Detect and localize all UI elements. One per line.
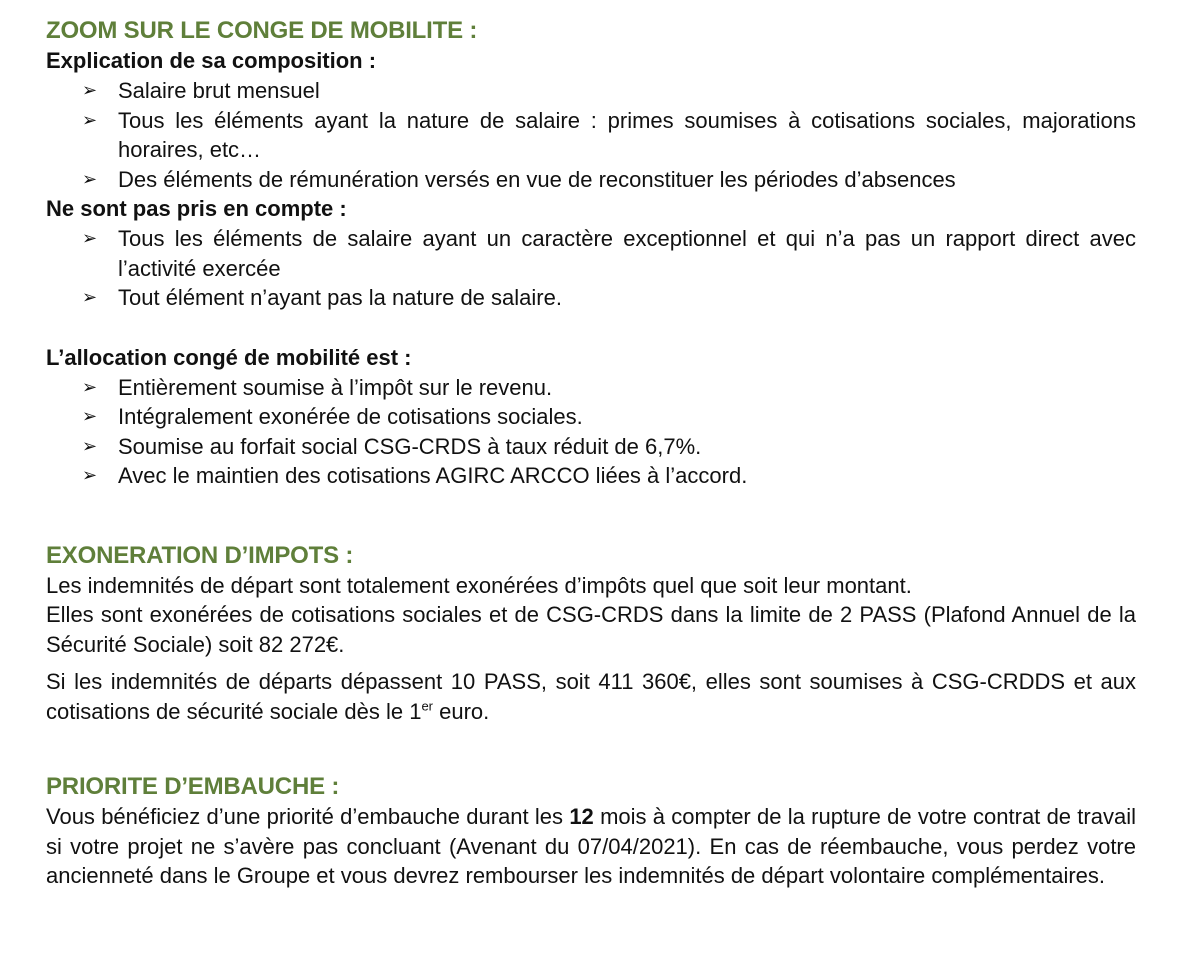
composition-heading: Explication de sa composition : [46,48,377,73]
section-title-priorite: PRIORITE D’EMBAUCHE : [46,773,340,800]
arrow-bullet-icon: ➢ [82,406,98,426]
allocation-heading: L’allocation congé de mobilité est : [46,344,412,370]
arrow-bullet-icon: ➢ [82,465,98,485]
list-item: ➢ Tous les éléments de salaire ayant un caractère exceptionnel et qui n’a pas un rapport direct avec l’activité exercée [82,226,1136,281]
ordinal-superscript: er [421,698,433,714]
list-item: ➢ Tout élément n’ayant pas la nature de salaire. [82,283,1136,313]
list-item: ➢ Tous les éléments ayant la nature de salaire : primes soumises à cotisations sociales, majorations horaires, etc… [82,107,1136,162]
spacer [46,726,1136,772]
arrow-bullet-icon: ➢ [82,435,98,456]
exoneration-paragraph-2: Elles sont exonérées de cotisations sociales et de CSG-CRDS dans la limite de 2 PASS (Plafond Annuel de la Sécurité Sociale) soit 82 272€. [46,602,1136,657]
arrow-bullet-icon: ➢ [82,168,98,189]
arrow-bullet-icon: ➢ [82,228,98,248]
excluded-list [46,224,1136,313]
spacer [46,313,1136,343]
duration-months: 12 [569,804,594,829]
list-item: ➢ Salaire brut mensuel [82,76,1136,106]
composition-list [46,76,1136,194]
exoneration-paragraph-1: Les indemnités de départ sont totalement exonérées d’impôts quel que soit leur montant. [46,572,912,598]
arrow-bullet-icon: ➢ [82,80,98,100]
section-title-exoneration: EXONERATION D’IMPOTS : [46,541,354,569]
list-item: ➢ Des éléments de rémunération versés en vue de reconstituer les périodes d’absences [82,165,1136,195]
allocation-list [46,373,1136,491]
spacer [46,659,1136,667]
excluded-heading: Ne sont pas pris en compte : [46,196,347,221]
arrow-bullet-icon: ➢ [82,109,98,130]
arrow-bullet-icon: ➢ [82,376,98,397]
list-item: ➢ Avec le maintien des cotisations AGIRC ARCCO liées à l’accord. [82,461,1136,491]
spacer [46,491,1136,541]
list-item: ➢ Entièrement soumise à l’impôt sur le revenu. [82,373,1136,403]
document-page [46,16,1136,891]
list-item: ➢ Intégralement exonérée de cotisations sociales. [82,402,1136,432]
priorite-paragraph: Vous bénéficiez d’une priorité d’embauche durant les 12 mois à compter de la rupture de votre contrat de travail si votre projet ne s’avère pas concluant (Avenant du 07/04/2021). En cas de réembauche, vous perdez votre ancienneté dans le Groupe et vous devrez rembourser les indemnités de départ volontaire complémentaires. [46,804,1136,888]
list-item: ➢ Soumise au forfait social CSG-CRDS à taux réduit de 6,7%. [82,432,1136,462]
arrow-bullet-icon: ➢ [82,287,98,307]
section-title-conge: ZOOM SUR LE CONGE DE MOBILITE : [46,17,478,44]
exoneration-paragraph-3: Si les indemnités de départs dépassent 10 PASS, soit 411 360€, elles sont soumises à CSG-CRDDS et aux cotisations de sécurité sociale dès le 1er euro. [46,669,1136,724]
